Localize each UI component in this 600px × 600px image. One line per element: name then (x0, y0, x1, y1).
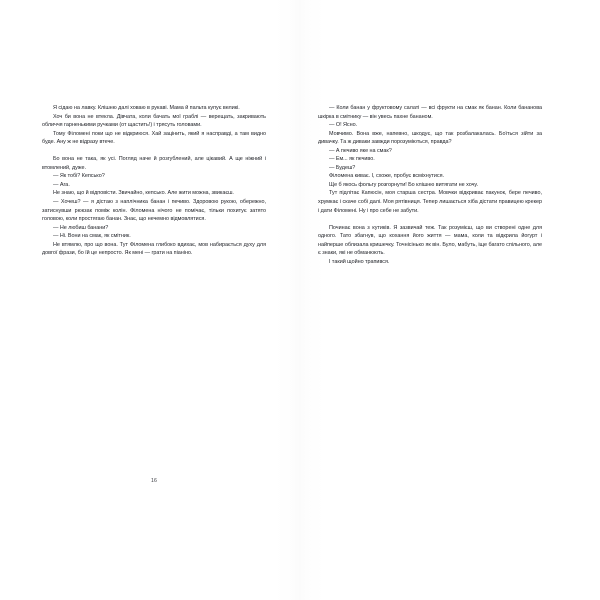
paragraph: Бо вона не така, як усі. Погляд наче й розгублений, але цікавий. А ще ніжний і втомлений, дуже. (42, 156, 266, 171)
left-page (42, 104, 266, 258)
paragraph: — Не любиш банани? (53, 224, 109, 231)
paragraph: — Хочеш? — я дістаю з наплічника банан і печиво. Здоровою рукою, обережно, затиснувши рюкзак поміж колін. Філомена нічого не помічає, тільки похитує затято головою, коли простягаю банан. Знає, що нечемно відмовлятися. (42, 198, 266, 223)
paragraph: — Ем... як печиво. (329, 156, 375, 163)
paragraph: Я сідаю на лавку. Клішню далі ховаю в рукаві. Мама й пальта купує великі. (53, 105, 240, 111)
paragraph: Мовчимо. Вона вже, напевно, шкодує, що так розбалакалась. Боїться зійти за дивачку. Та ж диваки завжди порозуміються, правда? (318, 130, 542, 146)
paragraph: Тут підлітає Капюсін, моя старша сестра. Мовчки відкриває пакунок, бере печиво, хрумкає і скаче собі далі. Моя рятівниця. Тепер лишається хіба дістати правицею крекер і дати Філомені. Ну і про себе не забути. (318, 190, 542, 214)
paragraph: Не знаю, що й відповісти. Звичайно, кепсько. Але жити можна, звикаєш. (53, 190, 234, 197)
paragraph: Хоч би вона не втекла. Дівчата, коли бачать мої граблі — верещать, закривають обличчя гарненькими ручками (от щастить!) і трясуть головами. (42, 113, 266, 129)
paragraph: — А печиво яке на смак? (329, 147, 392, 154)
paragraph: — Ні. Вони на смак, як смітник. (53, 233, 131, 240)
left-page-text-column (42, 104, 266, 258)
paragraph: Починає вона з кутиків. Я зазвичай теж. Так розумієш, що ви створені одне для одного. Тато збагнув, що кохання його життя — мама, коли та відкрила йогурт і найперше облизала кришечку. Точнісінько як він. Було, мабуть, іще багато спільного, але є знаки, які не обманюють. (318, 224, 542, 257)
paragraph: Ще б якось фольгу розгорнути! Бо клішню витягати не хочу. (329, 181, 479, 188)
right-page-text-column (318, 104, 542, 266)
paragraph: — О! Ясно. (329, 122, 358, 129)
paragraph: — Коли банан у фруктовому салаті — всі фрукти на смак як банан. Коли бананова шкірка в смітнику — він увесь пахне бананом. (318, 105, 542, 120)
paragraph: Філомена киває. І, схоже, пробує всміхнутися. (329, 173, 444, 180)
paragraph: — Будеш? (329, 164, 356, 171)
paragraph: — Як тобі? Кепсько? (53, 173, 105, 180)
paragraph: І такий щойно трапився. (329, 258, 390, 265)
page-number: 16 (151, 478, 157, 484)
paragraph: Тому Філомені поки що не відкриюся. Хай зацінить, який я насправді, а там видно буде. Ану ж не відразу втече. (42, 130, 266, 146)
right-page (318, 104, 542, 266)
paragraph: Не втямлю, про що вона. Тут Філомена глибоко вдихає, мов набирається духу для довгої фрази, бо їй це непросто. Як мені — грати на піаніно. (42, 241, 266, 257)
paragraph: — Ага. (53, 181, 70, 188)
